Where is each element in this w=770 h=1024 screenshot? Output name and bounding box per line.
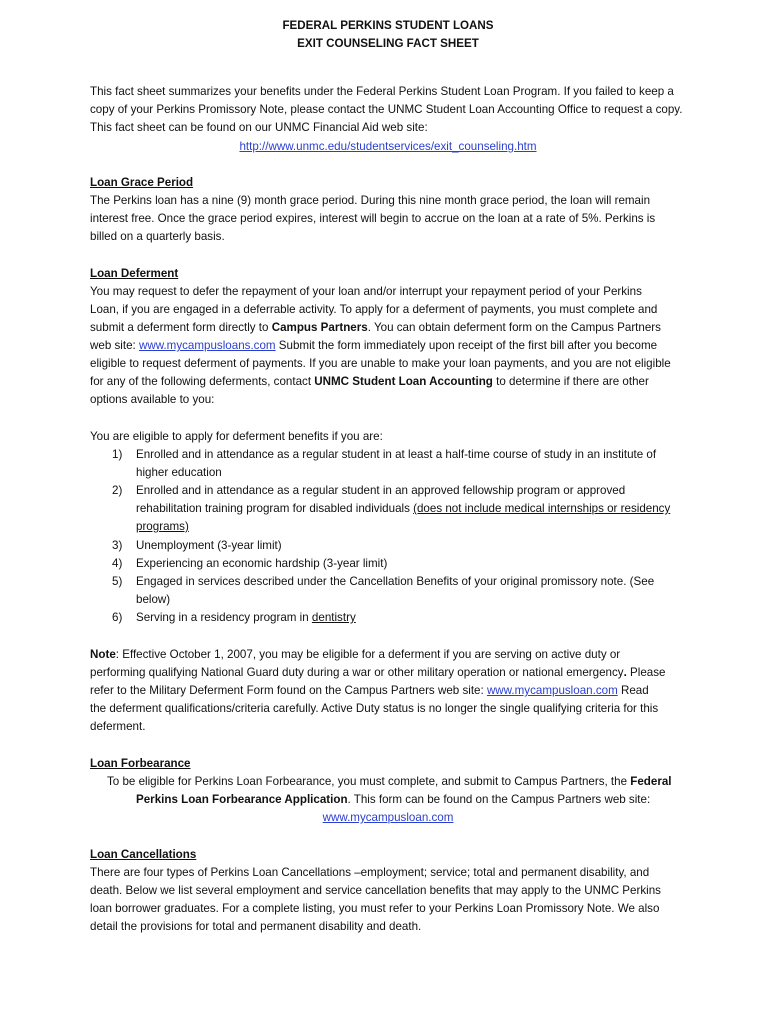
- cancellations-line: There are four types of Perkins Loan Cancellations –employment; service; total and permanent disability, and: [90, 866, 650, 879]
- grace-line: The Perkins loan has a nine (9) month grace period. During this nine month grace period, the loan will remain: [90, 194, 651, 207]
- deferment-line: eligible to request deferment of payments. If you are unable to make your loan payments, and you are not eligible: [90, 357, 671, 370]
- doc-title-line2: EXIT COUNSELING FACT SHEET: [297, 37, 479, 50]
- campus-partners-text: Campus Partners: [271, 321, 368, 334]
- deferment-line: Loan, if you are engaged in a deferrable activity. To apply for a deferment of payments, you must complete and: [90, 303, 658, 316]
- forbearance-line: Perkins Loan Forbearance Application. This form can be found on the Campus Partners web site:: [136, 793, 651, 806]
- list-item-cont: higher education: [136, 466, 222, 479]
- list-item: 3) Unemployment (3-year limit): [112, 539, 282, 552]
- deferment-heading: Loan Deferment: [90, 267, 179, 280]
- list-item: 1) Enrolled and in attendance as a regular student in at least a half-time course of study in an institute of: [112, 448, 657, 461]
- note-line: deferment.: [90, 720, 146, 733]
- list-item-cont: programs): [136, 520, 189, 533]
- doc-title-line1: FEDERAL PERKINS STUDENT LOANS: [282, 19, 494, 32]
- note-line: Note: Effective October 1, 2007, you may be eligible for a deferment if you are serving on active duty or: [90, 648, 621, 661]
- forbearance-heading: Loan Forbearance: [90, 757, 191, 770]
- note-label: Note: [90, 648, 116, 661]
- list-item: 4) Experiencing an economic hardship (3-year limit): [112, 557, 388, 570]
- cancellations-line: death. Below we list several employment and service cancellation benefits that may apply to the UNMC Perkins: [90, 884, 661, 897]
- forbearance-application-text: Perkins Loan Forbearance Application: [136, 793, 348, 806]
- grace-heading: Loan Grace Period: [90, 176, 194, 189]
- intro-line: copy of your Perkins Promissory Note, please contact the UNMC Student Loan Accounting Office to request a copy.: [90, 103, 683, 116]
- grace-line: billed on a quarterly basis.: [90, 230, 225, 243]
- deferment-line: submit a deferment form directly to Campus Partners. You can obtain deferment form on the Campus Partners: [90, 321, 661, 334]
- list-item-cont: below): [136, 593, 171, 606]
- intro-line: This fact sheet summarizes your benefits under the Federal Perkins Student Loan Program. If you failed to keep a: [90, 85, 674, 98]
- cancellations-line: loan borrower graduates. For a complete listing, you must refer to your Perkins Loan Promissory Note. We also: [90, 902, 660, 915]
- list-item: 6) Serving in a residency program in dentistry: [112, 611, 356, 624]
- list-item-cont: rehabilitation training program for disabled individuals (does not include medical internships or residency: [136, 502, 671, 515]
- note-line: the deferment qualifications/criteria carefully. Active Duty status is no longer the single qualifying criteria for this: [90, 702, 659, 715]
- note-line: refer to the Military Deferment Form found on the Campus Partners web site: www.mycampusloan.com Read: [90, 684, 649, 697]
- list-item: 2) Enrolled and in attendance as a regular student in an approved fellowship program or approved: [112, 484, 626, 497]
- deferment-line: options available to you:: [90, 393, 215, 406]
- deferment-line: web site: www.mycampusloans.com Submit the form immediately upon receipt of the first bill after you become: [90, 339, 658, 352]
- cancellations-line: detail the provisions for total and permanent disability and death.: [90, 920, 422, 933]
- eligible-intro: You are eligible to apply for deferment benefits if you are:: [90, 430, 383, 443]
- grace-line: interest free. Once the grace period expires, interest will begin to accrue on the loan at a rate of 5%. Perkins is: [90, 212, 656, 225]
- list-item: 5) Engaged in services described under the Cancellation Benefits of your original promissory note. (See: [112, 575, 655, 588]
- note-line: performing qualifying National Guard duty during a war or other military operation or national emergency. Please: [90, 666, 666, 679]
- cancellations-heading: Loan Cancellations: [90, 848, 197, 861]
- intro-line: This fact sheet can be found on our UNMC Financial Aid web site:: [90, 121, 428, 134]
- unmc-accounting-text: UNMC Student Loan Accounting: [314, 375, 493, 388]
- forbearance-line: To be eligible for Perkins Loan Forbearance, you must complete, and submit to Campus Partners, the Federal: [107, 775, 672, 788]
- deferment-line: for any of the following deferments, contact UNMC Student Loan Accounting to determine if there are other: [90, 375, 649, 388]
- mycampusloans-link[interactable]: www.mycampusloans.com: [138, 339, 276, 352]
- forbearance-link[interactable]: www.mycampusloan.com: [322, 811, 454, 824]
- deferment-line: You may request to defer the repayment of your loan and/or interrupt your repayment period of your Perkins: [90, 285, 642, 298]
- exit-counseling-link[interactable]: http://www.unmc.edu/studentservices/exit_counseling.htm: [239, 140, 537, 153]
- mycampusloan-link[interactable]: www.mycampusloan.com: [486, 684, 618, 697]
